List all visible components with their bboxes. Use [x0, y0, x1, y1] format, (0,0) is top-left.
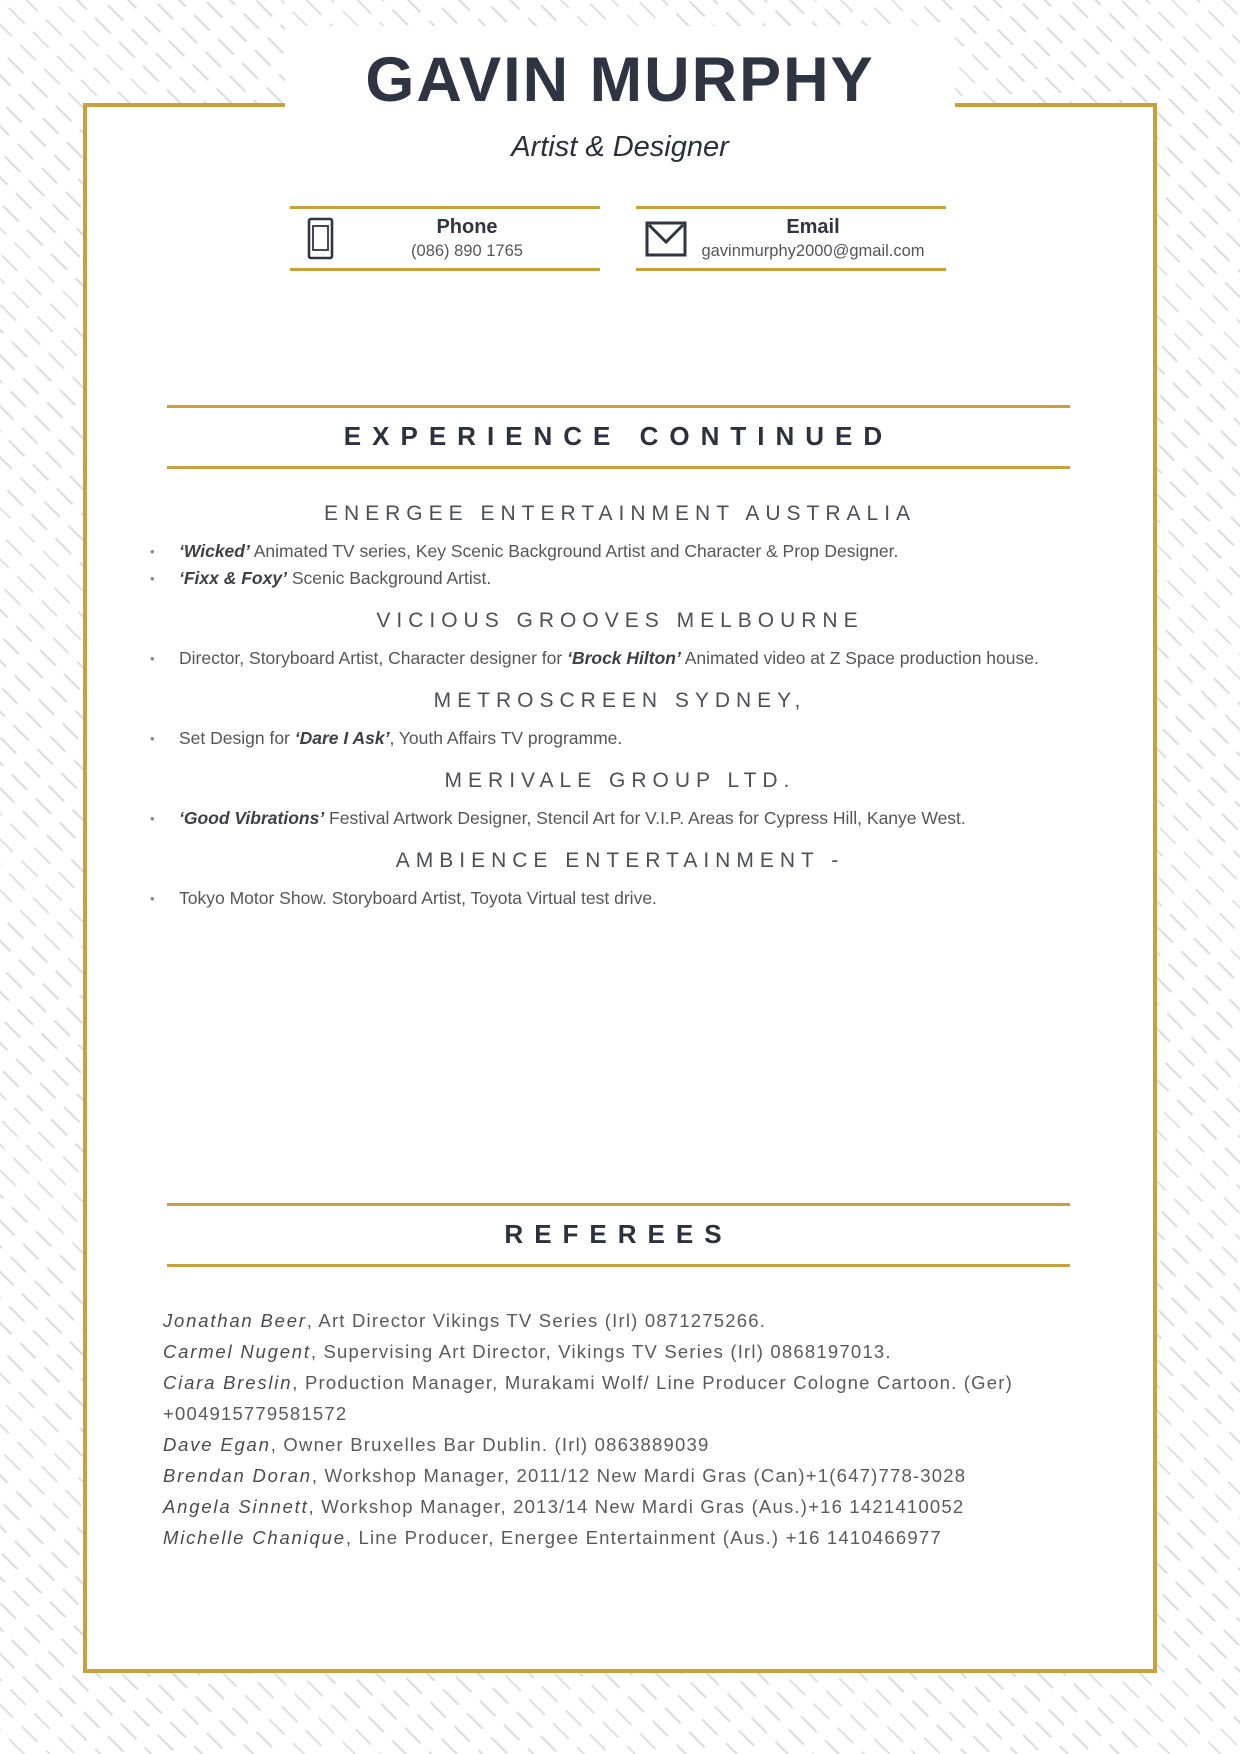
bullet-text: , Youth Affairs TV programme.	[389, 728, 623, 748]
referee-entry	[163, 1522, 1098, 1553]
referees-list	[163, 1305, 1098, 1553]
experience-section-banner	[167, 405, 1070, 469]
referee-name: Michelle Chanique	[163, 1527, 346, 1548]
header	[285, 26, 955, 168]
company-heading: AMBIENCE ENTERTAINMENT -	[395, 849, 845, 872]
bullet-text: Set Design for	[179, 728, 295, 748]
referee-name: Jonathan Beer	[163, 1310, 307, 1331]
referee-entry	[163, 1336, 1098, 1367]
contact-row	[290, 206, 946, 271]
bullet-text: Director, Storyboard Artist, Character designer for	[179, 648, 568, 668]
referee-details: , Workshop Manager, 2011/12 New Mardi Gras (Can)+1(647)778-3028	[311, 1465, 967, 1486]
subtitle: Artist & Designer	[511, 131, 729, 164]
company-heading: MERIVALE GROUP LTD.	[444, 769, 796, 792]
bullet-text: Animated TV series, Key Scenic Background Artist and Character & Prop Designer.	[249, 541, 899, 561]
referees-heading: REFEREES	[504, 1219, 733, 1249]
contact-email	[636, 206, 946, 271]
referees-section-banner	[167, 1203, 1070, 1267]
contact-email-text	[688, 216, 938, 261]
referee-details: , Owner Bruxelles Bar Dublin. (Irl) 0863889039	[270, 1434, 710, 1455]
bullet-text: Festival Artwork Designer, Stencil Art for V.I.P. Areas for Cypress Hill, Kanye West.	[324, 808, 966, 828]
bullet-item	[148, 805, 1092, 832]
referee-details: , Workshop Manager, 2013/14 New Mardi Gras (Aus.)+16 1421410052	[308, 1496, 965, 1517]
employer-section	[148, 769, 1092, 832]
bullet-list	[148, 885, 1092, 912]
bullet-item	[148, 725, 1092, 752]
referee-name: Carmel Nugent	[163, 1341, 311, 1362]
referee-details: , Art Director Vikings TV Series (Irl) 0871275266.	[306, 1310, 767, 1331]
referee-name: Angela Sinnett	[163, 1496, 309, 1517]
bullet-list	[148, 645, 1092, 672]
work-title-emphasis: ‘Wicked’	[179, 541, 250, 561]
referee-entry	[163, 1305, 1098, 1336]
bullet-item	[148, 565, 1092, 592]
bullet-item	[148, 645, 1092, 672]
phone-icon	[298, 217, 342, 260]
referee-name: Ciara Breslin	[163, 1372, 293, 1393]
contact-phone-text	[342, 216, 592, 261]
experience-list	[148, 502, 1092, 929]
employer-section	[148, 689, 1092, 752]
referee-details: , Supervising Art Director, Vikings TV Series (Irl) 0868197013.	[310, 1341, 892, 1362]
company-heading: METROSCREEN SYDNEY,	[433, 689, 807, 712]
work-title-emphasis: ‘Good Vibrations’	[179, 808, 325, 828]
work-title-emphasis: ‘Brock Hilton’	[567, 648, 681, 668]
referee-entry	[163, 1429, 1098, 1460]
bullet-text: Tokyo Motor Show. Storyboard Artist, Toyota Virtual test drive.	[179, 888, 657, 908]
work-title-emphasis: ‘Fixx & Foxy’	[179, 568, 287, 588]
referee-details: , Line Producer, Energee Entertainment (Aus.) +16 1410466977	[345, 1527, 942, 1548]
contact-label: Phone	[436, 216, 498, 238]
employer-section	[148, 609, 1092, 672]
experience-heading: EXPERIENCE CONTINUED	[343, 421, 894, 451]
bullet-list	[148, 725, 1092, 752]
referee-name: Brendan Doran	[163, 1465, 312, 1486]
referee-details: , Production Manager, Murakami Wolf/ Line Producer Cologne Cartoon. (Ger) +004915779581572	[163, 1372, 1013, 1424]
contact-value: (086) 890 1765	[411, 242, 523, 260]
bullet-item	[148, 885, 1092, 912]
bullet-item	[148, 538, 1092, 565]
referee-name: Dave Egan	[163, 1434, 271, 1455]
employer-section	[148, 502, 1092, 592]
bullet-list	[148, 805, 1092, 832]
referee-entry	[163, 1491, 1098, 1522]
company-heading: ENERGEE ENTERTAINMENT AUSTRALIA	[323, 502, 917, 525]
referee-entry	[163, 1367, 1098, 1429]
contact-value: gavinmurphy2000@gmail.com	[701, 242, 925, 260]
referee-entry	[163, 1460, 1098, 1491]
contact-phone	[290, 206, 600, 271]
page-title: GAVIN MURPHY	[365, 45, 875, 115]
bullet-text: Animated video at Z Space production house.	[680, 648, 1039, 668]
bullet-text: Scenic Background Artist.	[286, 568, 492, 588]
work-title-emphasis: ‘Dare I Ask’	[294, 728, 390, 748]
email-icon	[644, 221, 688, 257]
company-heading: VICIOUS GROOVES MELBOURNE	[376, 609, 864, 632]
employer-section	[148, 849, 1092, 912]
contact-label: Email	[786, 216, 840, 238]
bullet-list	[148, 538, 1092, 592]
